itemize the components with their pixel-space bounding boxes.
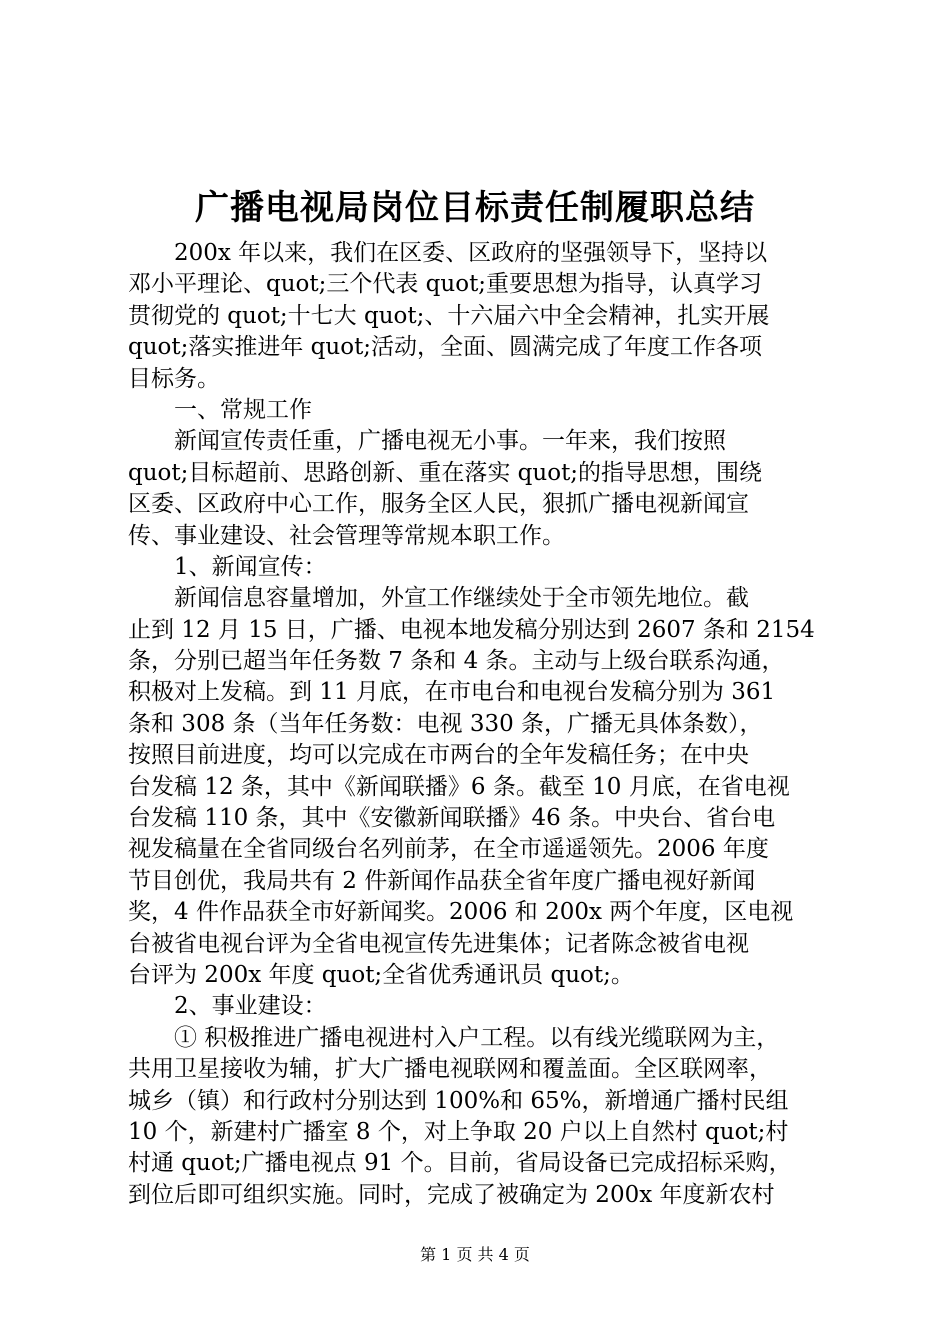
document-title: 广播电视局岗位目标责任制履职总结 [195,188,755,228]
body-line: 按照目前进度，均可以完成在市两台的全年发稿任务；在中央 [128,742,749,769]
body-line: 村通 quot;广播电视点 91 个。目前，省局设备已完成招标采购， [128,1150,792,1177]
body-line: 城乡（镇）和行政村分别达到 100%和 65%，新增通广播村民组 [128,1087,789,1114]
body-line: ① 积极推进广播电视进村入户工程。以有线光缆联网为主， [128,1024,780,1051]
body-line: 条，分别已超当年任务数 7 条和 4 条。主动与上级台联系沟通， [128,648,785,675]
page-footer: 第 1 页 共 4 页 [420,1245,530,1264]
body-line: 10 个，新建村广播室 8 个，对上争取 20 户以上自然村 quot;村 [128,1118,789,1145]
body-line: 台被省电视台评为全省电视宣传先进集体；记者陈念被省电视 [128,930,749,957]
body-line: 邓小平理论、quot;三个代表 quot;重要思想为指导，认真学习 [128,271,763,298]
body-line: 共用卫星接收为辅，扩大广播电视联网和覆盖面。全区联网率， [128,1056,772,1083]
body-line: 新闻宣传责任重，广播电视无小事。一年来，我们按照 [128,428,726,455]
body-line: 奖，4 件作品获全市好新闻奖。2006 和 200x 两个年度，区电视 [128,899,794,926]
body-line: 节目创优，我局共有 2 件新闻作品获全省年度广播电视好新闻 [128,867,756,894]
body-line: 2、事业建设： [128,993,327,1020]
body-line: 积极对上发稿。到 11 月底，在市电台和电视台发稿分别为 361 [128,679,776,706]
body-line: 目标务。 [128,365,220,392]
body-line: 台评为 200x 年度 quot;全省优秀通讯员 quot;。 [128,961,634,988]
body-line: 200x 年以来，我们在区委、区政府的坚强领导下，坚持以 [128,240,768,266]
body-line: 台发稿 12 条，其中《新闻联播》6 条。截至 10 月底，在省电视 [128,773,790,800]
body-line: 条和 308 条（当年任务数：电视 330 条，广播无具体条数）， [128,710,763,737]
body-line: 1、新闻宣传： [128,553,327,580]
body-line: 新闻信息容量增加，外宣工作继续处于全市领先地位。截 [128,585,749,612]
body-line: 到位后即可组织实施。同时，完成了被确定为 200x 年度新农村 [128,1181,775,1208]
body-line: 止到 12 月 15 日，广播、电视本地发稿分别达到 2607 条和 2154 [128,616,815,643]
document-body [128,238,858,1211]
body-line: 传、事业建设、社会管理等常规本职工作。 [128,522,565,549]
body-line: 台发稿 110 条，其中《安徽新闻联播》46 条。中央台、省台电 [128,805,776,832]
body-line: 贯彻党的 quot;十七大 quot;、十六届六中全会精神，扎实开展 [128,302,770,329]
body-line: 视发稿量在全省同级台名列前茅，在全市遥遥领先。2006 年度 [128,836,769,863]
body-line: quot;目标超前、思路创新、重在落实 quot;的指导思想，围绕 [128,459,763,486]
body-line: 区委、区政府中心工作，服务全区人民，狠抓广播电视新闻宣 [128,491,749,518]
body-line: quot;落实推进年 quot;活动，全面、圆满完成了年度工作各项 [128,334,763,361]
body-line: 一、常规工作 [128,396,312,423]
